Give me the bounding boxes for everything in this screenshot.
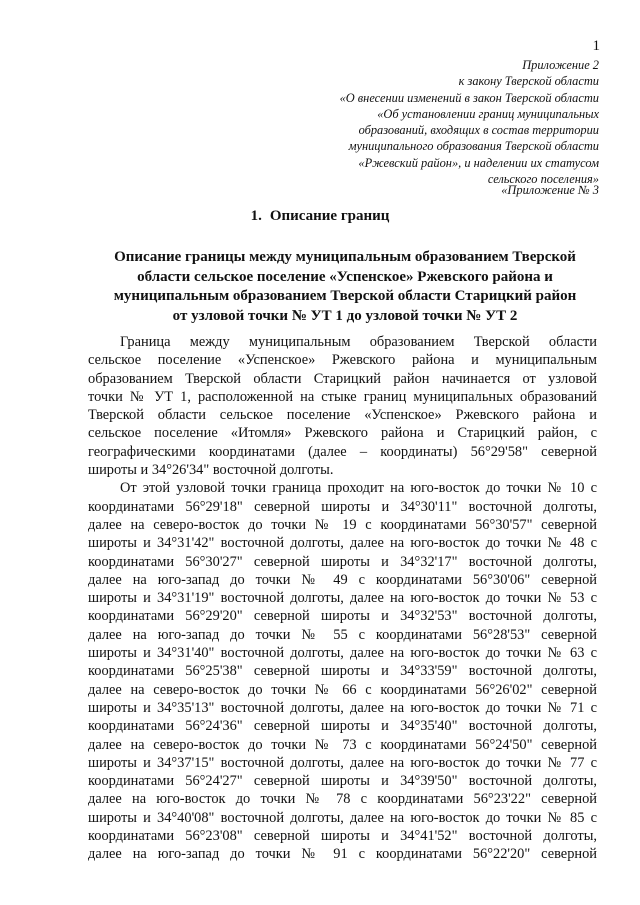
text-line: координатами 56°25'38" северной широты и 34°33'59" восточной долготы, (88, 663, 597, 680)
text-line: широты и 34°31'19" восточной долготы, далее на юго-восток до точки № 53 с (88, 590, 597, 607)
text-line: координатами 56°30'27" северной широты и 34°32'17" восточной долготы, (88, 553, 597, 570)
text-line: координатами 56°23'08" северной широты и 34°41'52" восточной долготы, (88, 828, 597, 845)
subtitle-line: муниципальным образованием Тверской области Старицкий район (113, 288, 577, 304)
subtitle-line: области сельское поселение «Успенское» Ржевского района и (137, 268, 553, 285)
text-line: географическими координатами (далее – координаты) 56°29'58" северной (88, 443, 597, 460)
text-line: широты и 34°31'42" восточной долготы, далее на юго-восток до точки № 48 с (88, 535, 597, 552)
appendix-line: «Ржевский район», и наделении их статусом (358, 155, 599, 170)
text-line: сельское поселение «Успенское» Ржевского района и муниципальным (88, 352, 597, 369)
boundary-subtitle (80, 248, 610, 326)
text-line: широты и 34°37'15" восточной долготы, далее на юго-восток до точки № 77 с (88, 754, 597, 771)
text-line: координатами 56°24'27" северной широты и 34°39'50" восточной долготы, (88, 773, 597, 790)
text-line: далее на юго-запад до точки № 49 с координатами 56°30'06" северной (88, 571, 597, 588)
appendix-reference: «Приложение № 3 (501, 183, 599, 197)
appendix-line: муниципального образования Тверской области (348, 139, 599, 154)
text-line: От этой узловой точки граница проходит на юго-восток до точки № 10 с (120, 480, 597, 497)
text-line: далее на юго-восток до точки № 78 с координатами 56°23'22" северной (88, 791, 597, 808)
document-body (88, 333, 597, 864)
text-line: координатами 56°29'18" северной широты и 34°30'11" восточной долготы, (88, 498, 597, 515)
text-line: широты и 34°26'34" восточной долготы. (88, 462, 334, 479)
text-line: Граница между муниципальным образованием Тверской области (120, 334, 597, 350)
text-line: далее на северо-восток до точки № 66 с координатами 56°26'02" северной (88, 681, 597, 698)
appendix-line: Приложение 2 (522, 58, 599, 72)
appendix-line: образований, входящих в состав территории (358, 123, 599, 138)
text-line: образованием Тверской области Старицкий район начинается от узловой (88, 370, 597, 387)
text-line: Тверской области сельское поселение «Успенское» Ржевского района и (88, 407, 597, 424)
subtitle-line: Описание границы между муниципальным образованием Тверской (114, 249, 576, 265)
text-line: широты и 34°31'40" восточной долготы, далее на юго-восток до точки № 63 с (88, 645, 597, 662)
text-line: широты и 34°40'08" восточной долготы, далее на юго-восток до точки № 85 с (88, 809, 597, 826)
subtitle-line: от узловой точки № УТ 1 до узловой точки № УТ 2 (172, 307, 518, 324)
text-line: широты и 34°35'13" восточной долготы, далее на юго-восток до точки № 71 с (88, 699, 597, 716)
text-line: сельское поселение «Итомля» Ржевского района и Старицкий район, с (88, 425, 597, 442)
appendix-line: «Об установлении границ муниципальных (377, 106, 599, 121)
section-title-text: Описание границ (269, 208, 390, 224)
appendix-line: «О внесении изменений в закон Тверской области (339, 90, 599, 105)
text-line: координатами 56°29'20" северной широты и 34°32'53" восточной долготы, (88, 608, 597, 625)
section-title (0, 207, 640, 225)
text-line: координатами 56°24'36" северной широты и 34°35'40" восточной долготы, (88, 718, 597, 735)
paragraph-2 (88, 479, 597, 863)
section-number: 1. (250, 208, 262, 224)
text-line: далее на северо-восток до точки № 19 с координатами 56°30'57" северной (88, 516, 597, 533)
text-line: точки № УТ 1, расположенной на стыке границ муниципальных образований (88, 388, 597, 405)
text-line: далее на юго-запад до точки № 55 с координатами 56°28'53" северной (88, 626, 597, 643)
page-number: 1 (592, 38, 600, 54)
appendix-header (279, 57, 599, 187)
text-line: далее на юго-запад до точки № 91 с координатами 56°22'20" северной (88, 846, 597, 863)
appendix-line: к закону Тверской области (458, 74, 599, 89)
text-line: далее на северо-восток до точки № 73 с координатами 56°24'50" северной (88, 736, 597, 753)
appendix-line: сельского поселения» (487, 172, 599, 187)
paragraph-1 (88, 333, 597, 479)
